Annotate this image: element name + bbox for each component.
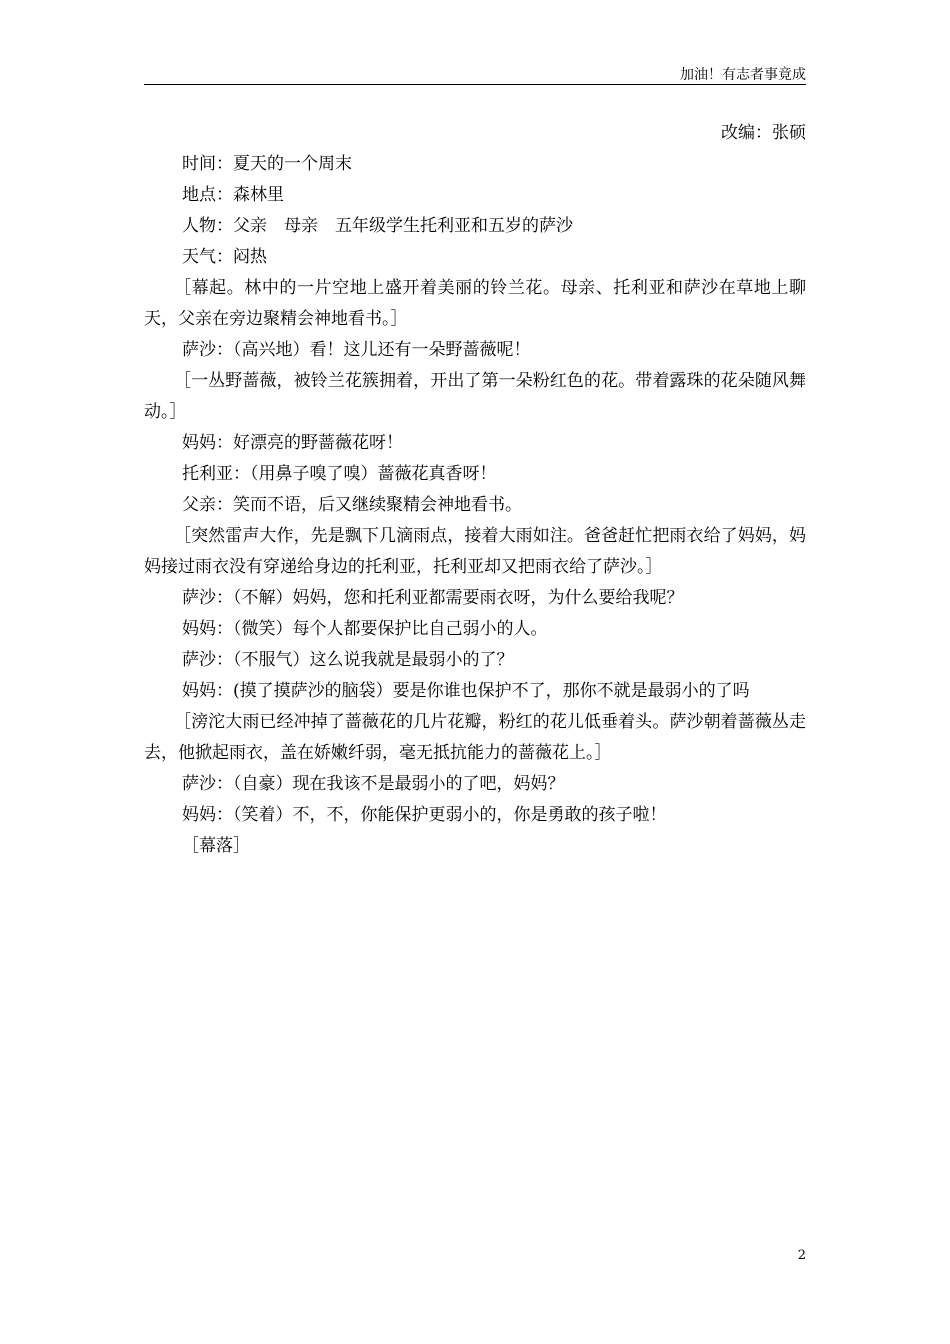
- dialogue-mother-1: 妈妈：好漂亮的野蔷薇花呀！: [182, 433, 403, 453]
- script-body: [144, 118, 806, 862]
- stage-direction-rose: ［一丛野蔷薇，被铃兰花簇拥着，开出了第一朵粉红色的花。带着露珠的花朵随风舞动。］: [144, 371, 806, 422]
- stage-direction-opening: ［幕起。林中的一片空地上盛开着美丽的铃兰花。母亲、托利亚和萨沙在草地上聊天，父亲在旁边聚精会神地看书。］: [144, 278, 806, 329]
- dialogue-sasha-2: 萨沙：（不解）妈妈，您和托利亚都需要雨衣呀，为什么要给我呢？: [182, 588, 684, 608]
- stage-direction-rain: ［突然雷声大作，先是飘下几滴雨点，接着大雨如注。爸爸赶忙把雨衣给了妈妈，妈妈接过雨衣没有穿递给身边的托利亚，托利亚却又把雨衣给了萨沙。］: [144, 526, 806, 577]
- dialogue-mother-2: 妈妈：（微笑）每个人都要保护比自己弱小的人。: [182, 619, 548, 639]
- dialogue-tolya-1: 托利亚：（用鼻子嗅了嗅）蔷薇花真香呀！: [182, 464, 497, 484]
- dialogue-sasha-3: 萨沙：（不服气）这么说我就是最弱小的了？: [182, 650, 514, 670]
- dialogue-mother-3: 妈妈：(摸了摸萨沙的脑袋）要是你谁也保护不了，那你不就是最弱小的了吗: [182, 681, 750, 701]
- stage-direction-rose-cover: ［滂沱大雨已经冲掉了蔷薇花的几片花瓣，粉红的花儿低垂着头。萨沙朝着蔷薇丛走去，他掀起雨衣，盖在娇嫩纤弱，毫无抵抗能力的蔷薇花上。］: [144, 712, 806, 763]
- dialogue-father-1: 父亲：笑而不语，后又继续聚精会神地看书。: [182, 495, 522, 515]
- time-line: 时间：夏天的一个周末: [182, 154, 352, 174]
- weather-line: 天气：闷热: [182, 247, 267, 267]
- page-header-text: 加油！有志者事竟成: [680, 67, 806, 83]
- adapter-credit: 改编：张硕: [721, 123, 806, 143]
- characters-line: 人物：父亲 母亲 五年级学生托利亚和五岁的萨沙: [182, 216, 573, 236]
- place-line: 地点：森林里: [182, 185, 284, 205]
- page-number: 2: [797, 1248, 806, 1263]
- stage-direction-curtain: ［幕落］: [182, 836, 250, 856]
- dialogue-sasha-4: 萨沙：（自豪）现在我该不是最弱小的了吧，妈妈？: [182, 774, 565, 794]
- header-divider: [144, 84, 806, 85]
- dialogue-mother-4: 妈妈：（笑着）不，不，你能保护更弱小的，你是勇敢的孩子啦！: [182, 805, 667, 825]
- dialogue-sasha-1: 萨沙：（高兴地）看！这儿还有一朵野蔷薇呢！: [182, 340, 531, 360]
